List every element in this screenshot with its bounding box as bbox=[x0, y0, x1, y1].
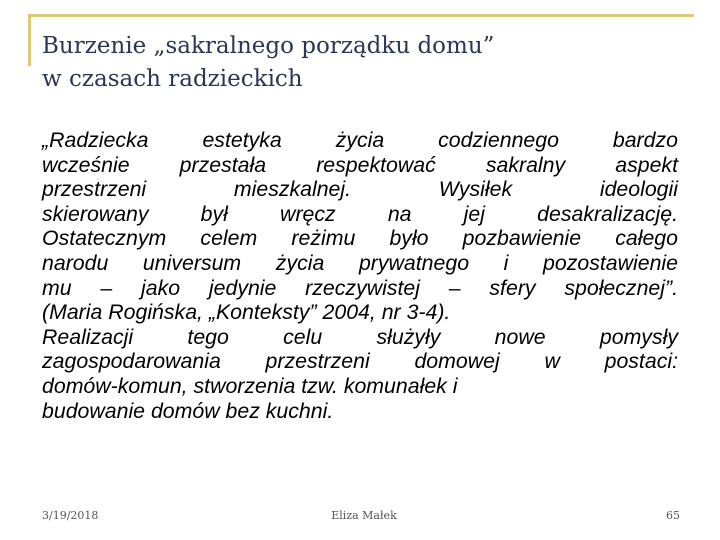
text-line: Realizacji tego celu służyły nowe pomysły bbox=[42, 324, 678, 349]
text-line: wcześnie przestała respektować sakralny aspekt bbox=[42, 152, 678, 177]
title-line-2: w czasach radzieckich bbox=[42, 66, 303, 92]
quote-paragraph bbox=[42, 128, 678, 325]
text-line: domów-komun, stworzenia tzw. komunałek i bbox=[42, 373, 458, 398]
slide-title bbox=[42, 30, 682, 96]
slide-body bbox=[42, 128, 678, 423]
text-line: mu – jako jedynie rzeczywistej – sfery społecznej”. bbox=[42, 275, 678, 300]
text-line: przestrzeni mieszkalnej. Wysiłek ideologii bbox=[42, 177, 678, 202]
title-line-1: Burzenie „sakralnego porządku domu” bbox=[42, 33, 495, 59]
text-line: (Maria Rogińska, „Konteksty” 2004, nr 3-4). bbox=[42, 300, 451, 325]
text-line: „Radziecka estetyka życia codziennego bardzo bbox=[42, 128, 678, 152]
footer-author: Eliza Małek bbox=[331, 509, 397, 522]
text-line: narodu universum życia prywatnego i pozostawienie bbox=[42, 250, 678, 275]
footer-page-number: 65 bbox=[666, 509, 680, 522]
decorative-frame-vertical bbox=[28, 14, 31, 66]
text-line: Ostatecznym celem reżimu było pozbawienie całego bbox=[42, 226, 678, 251]
footer-date: 3/19/2018 bbox=[42, 509, 99, 522]
text-line: zagospodarowania przestrzeni domowej w postaci: bbox=[42, 349, 678, 374]
text-line: skierowany był wręcz na jej desakralizację. bbox=[42, 201, 678, 226]
realization-paragraph bbox=[42, 325, 678, 423]
decorative-frame-horizontal bbox=[28, 14, 694, 17]
text-line: budowanie domów bez kuchni. bbox=[42, 398, 334, 423]
